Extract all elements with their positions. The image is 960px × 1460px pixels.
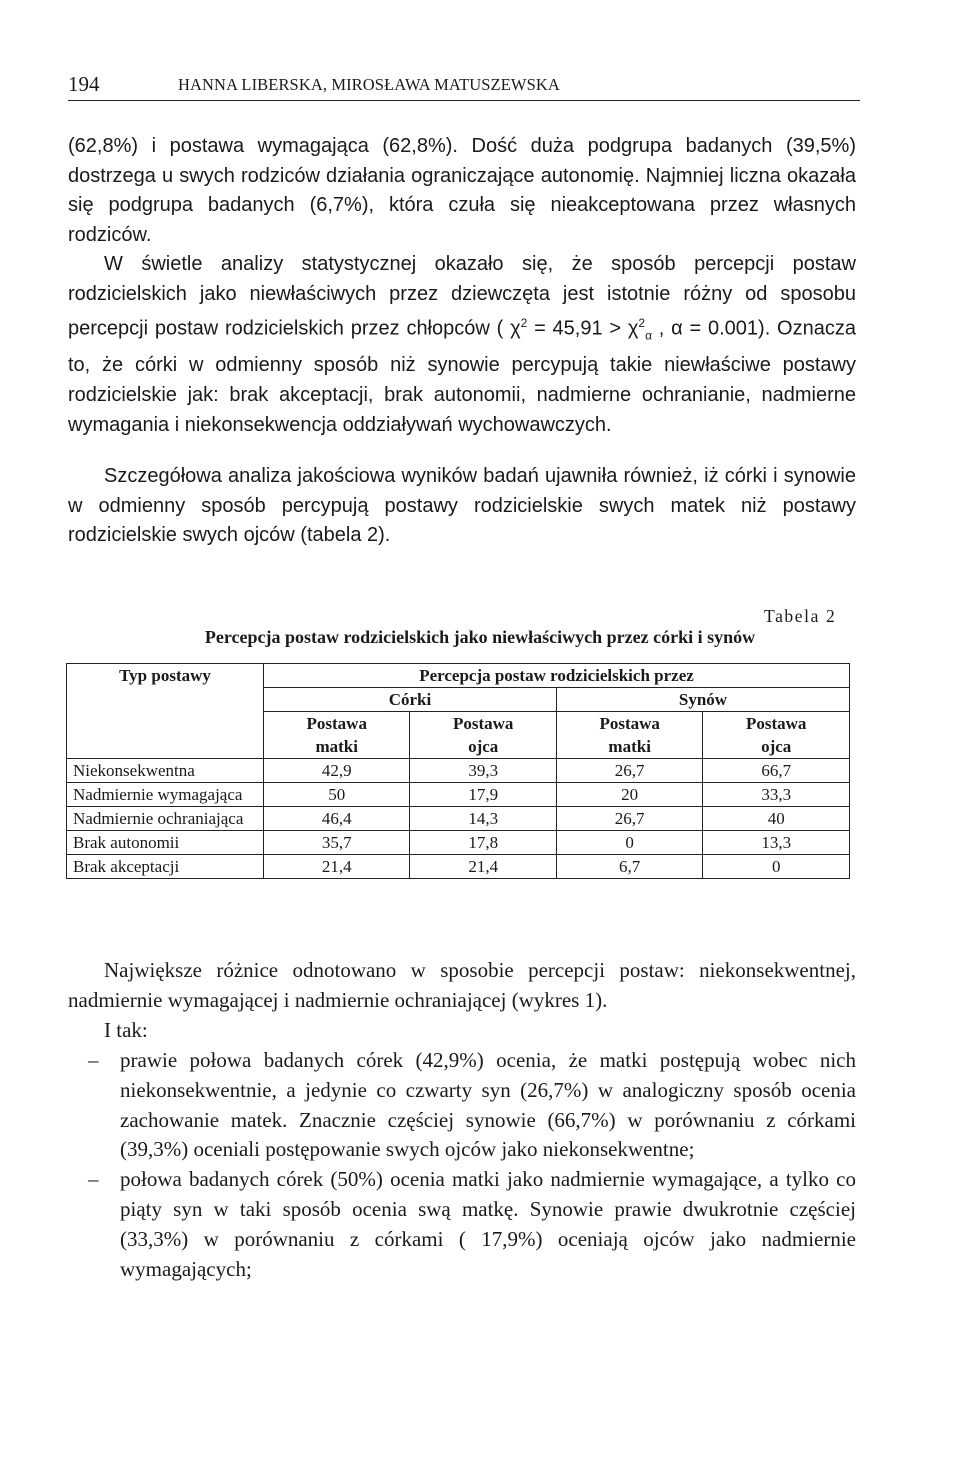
cell-daughters-father: 17,9 <box>410 783 556 807</box>
alpha-subscript: α <box>645 328 652 343</box>
cell-daughters-father: 14,3 <box>410 807 556 831</box>
row-label: Brak akceptacji <box>67 855 264 879</box>
col-header-daughters-mother: Postawa matki <box>264 712 410 759</box>
list-item-text: prawie połowa badanych córek (42,9%) ocenia, że matki postępują wobec nich niekonsekwentnie, a jedynie co czwarty syn (26,7%) w analogiczny sposób ocenia zachowanie matek. Znacznie częściej synowie (66,7%) w porównaniu z córkami (39,3%) oceniali postępowanie swych ojców jako niekonsekwentne; <box>120 1048 856 1162</box>
table-row <box>67 831 850 855</box>
cell-daughters-mother: 21,4 <box>264 855 410 879</box>
table-title: Percepcja postaw rodzicielskich jako niewłaściwych przez córki i synów <box>204 627 756 647</box>
bullet-list <box>68 1046 856 1284</box>
paragraph-3: Szczegółowa analiza jakościowa wyników badań ujawniła również, iż córki i synowie w odmienny sposób percypują postawy rodzicielskie swych matek niż postawy rodzicielskie swych ojców (tabela 2). <box>68 465 856 547</box>
cell-sons-father: 40 <box>703 807 850 831</box>
cell-sons-father: 0 <box>703 855 850 879</box>
chi-square-superscript: 2 <box>520 316 528 331</box>
row-label: Nadmiernie ochraniająca <box>67 807 264 831</box>
list-dash: – <box>88 1048 99 1072</box>
paragraph-2-part-b: = 45,91 > χ <box>527 317 639 340</box>
paragraph-5: I tak: <box>104 1018 148 1042</box>
data-table <box>66 663 850 879</box>
list-item <box>68 1165 856 1284</box>
cell-sons-mother: 0 <box>556 831 702 855</box>
col-header-daughters-father: Postawa ojca <box>410 712 556 759</box>
table-row <box>67 807 850 831</box>
running-header <box>68 70 860 101</box>
cell-daughters-father: 21,4 <box>410 855 556 879</box>
cell-sons-mother: 26,7 <box>556 759 702 783</box>
col-header-type: Typ postawy <box>67 664 264 759</box>
cell-daughters-mother: 50 <box>264 783 410 807</box>
cell-sons-father: 13,3 <box>703 831 850 855</box>
col-header-daughters: Córki <box>264 688 557 712</box>
row-label: Niekonsekwentna <box>67 759 264 783</box>
cell-daughters-father: 39,3 <box>410 759 556 783</box>
table-row <box>67 759 850 783</box>
chi-critical-superscript: 2 <box>638 316 646 331</box>
page-number: 194 <box>68 72 100 96</box>
running-head-authors: HANNA LIBERSKA, MIROSŁAWA MATUSZEWSKA <box>178 75 560 94</box>
paragraph-1: (62,8%) i postawa wymagająca (62,8%). Dość duża podgrupa badanych (39,5%) dostrzega u swych rodziców działania ograniczające autonomię. Najmniej liczna okazała się podgrupa badanych (6,7%), która czuła się nieakceptowana przez własnych rodziców. <box>68 135 856 246</box>
cell-daughters-mother: 46,4 <box>264 807 410 831</box>
list-dash: – <box>88 1167 99 1192</box>
cell-sons-father: 66,7 <box>703 759 850 783</box>
table-label: Tabela 2 <box>764 606 837 626</box>
paragraph-4: Największe różnice odnotowano w sposobie percepcji postaw: niekonsekwentnej, nadmiernie wymagającej i nadmiernie ochraniającej (wykres 1). <box>68 958 856 1012</box>
row-label: Brak autonomii <box>67 831 264 855</box>
table-row <box>67 855 850 879</box>
cell-sons-father: 33,3 <box>703 783 850 807</box>
col-header-sons-father: Postawa ojca <box>703 712 850 759</box>
list-item-text: połowa badanych córek (50%) ocenia matki jako nadmiernie wymagające, a tylko co piąty syn w taki sposób ocenia swą matkę. Synowie prawie dwukrotnie częściej (33,3%) w porównaniu z córkami ( 17,9%) oceniają ojców jako nadmiernie wymagających; <box>120 1167 856 1281</box>
cell-sons-mother: 20 <box>556 783 702 807</box>
paragraph-2-part-c: , α = 0.001). Oznacza to, że córki w odmienny sposób niż synowie percypują takie niewłaściwe postawy rodzicielskie jak: brak akceptacji, brak autonomii, nadmierne ochranianie, nadmierne wymagania i niekonsekwencja oddziaływań wychowawczych. <box>68 317 856 436</box>
cell-daughters-mother: 42,9 <box>264 759 410 783</box>
paragraph-2-part-a: W świetle analizy statystycznej okazało się, że sposób percepcji postaw rodzicielskich jako niewłaściwych przez dziewczęta jest istotnie różny od sposobu percepcji postaw rodzicielskich przez chłopców ( χ <box>68 253 856 340</box>
cell-daughters-father: 17,8 <box>410 831 556 855</box>
col-header-sons: Synów <box>556 688 849 712</box>
col-header-group: Percepcja postaw rodzicielskich przez <box>264 664 850 688</box>
paragraph-2 <box>68 250 856 440</box>
cell-sons-mother: 6,7 <box>556 855 702 879</box>
list-item <box>68 1046 856 1165</box>
table-row <box>67 783 850 807</box>
row-label: Nadmiernie wymagająca <box>67 783 264 807</box>
cell-daughters-mother: 35,7 <box>264 831 410 855</box>
col-header-sons-mother: Postawa matki <box>556 712 702 759</box>
cell-sons-mother: 26,7 <box>556 807 702 831</box>
